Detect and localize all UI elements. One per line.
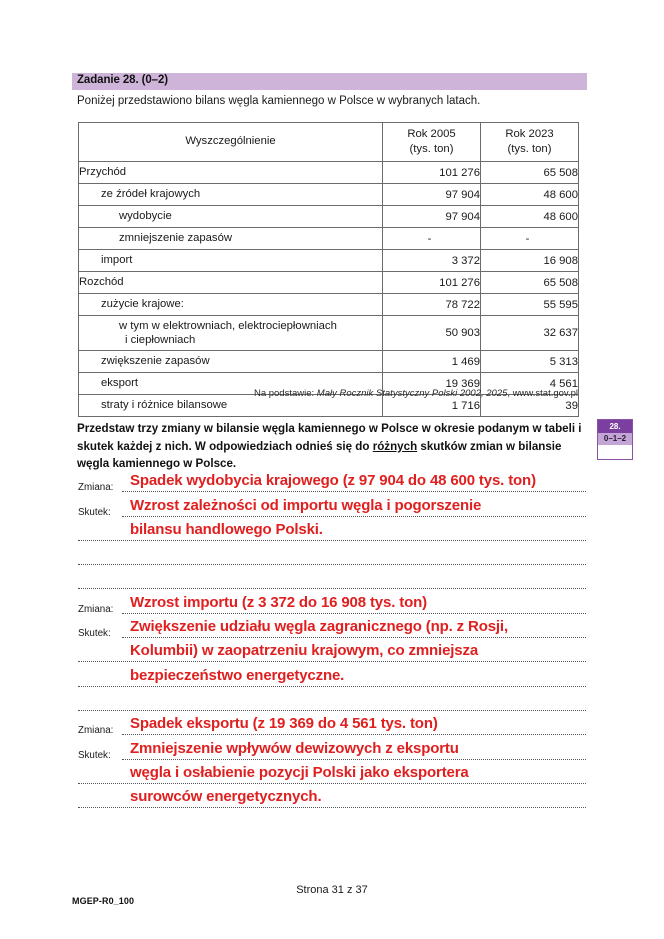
table-row bbox=[79, 206, 579, 228]
table-cell-label bbox=[79, 184, 383, 206]
table-cell-label bbox=[79, 162, 383, 184]
table-cell-value-2005: 3 372 bbox=[383, 250, 481, 272]
answer-dotted-rule bbox=[122, 491, 586, 492]
answer-dotted-rule bbox=[122, 516, 586, 517]
header-cell-year-2005 bbox=[383, 123, 481, 162]
task-intro-text: Poniżej przedstawiono bilans węgla kamiennego w Polsce w wybranych latach. bbox=[77, 95, 481, 107]
table-cell-label bbox=[79, 206, 383, 228]
scoring-box-empty-field[interactable] bbox=[598, 445, 632, 459]
footer-document-code: MGEP-R0_100 bbox=[72, 896, 135, 906]
table-cell-value-2023: - bbox=[481, 228, 579, 250]
table-cell-label-text: straty i różnice bilansowe bbox=[101, 399, 228, 412]
table-cell-label-text: Rozchód bbox=[79, 276, 124, 289]
source-suffix: , www.stat.gov.pl bbox=[507, 388, 578, 399]
table-cell-label-text: eksport bbox=[101, 377, 139, 390]
answer-line[interactable] bbox=[0, 689, 664, 713]
table-cell-value-2023: 32 637 bbox=[481, 316, 579, 351]
table-cell-value-2005: 1 469 bbox=[383, 351, 481, 373]
handwritten-answer-text: Spadek eksportu (z 19 369 do 4 561 tys. ton) bbox=[130, 715, 438, 733]
table-cell-label bbox=[79, 316, 383, 351]
header-cell-year-2023 bbox=[481, 123, 579, 162]
handwritten-answer-text: Wzrost zależności od importu węgla i pogorszenie bbox=[130, 496, 482, 514]
table-cell-value-2005: 101 276 bbox=[383, 162, 481, 184]
header-2005-line1: Rok 2005 bbox=[407, 127, 456, 140]
table-cell-label-text: w tym w elektrowniach, elektrociepłowniach bbox=[119, 319, 337, 332]
coal-balance-table bbox=[78, 122, 579, 417]
table-cell-label bbox=[79, 294, 383, 316]
table-cell-label-text: zwiększenie zapasów bbox=[101, 355, 210, 368]
coal-balance-table-wrapper bbox=[78, 122, 578, 417]
table-cell-value-2005: 1 716 bbox=[383, 395, 481, 417]
answer-line[interactable] bbox=[0, 591, 664, 615]
handwritten-answer-text: Zwiększenie udziału węgla zagranicznego (np. z Rosji, bbox=[130, 618, 508, 636]
answer-line[interactable] bbox=[0, 567, 664, 591]
answer-dotted-rule bbox=[78, 588, 586, 589]
answer-line[interactable] bbox=[0, 762, 664, 786]
answer-dotted-rule bbox=[78, 710, 586, 711]
answer-label-zmiana: Zmiana: bbox=[78, 725, 114, 737]
answer-dotted-rule bbox=[78, 686, 586, 687]
handwritten-answer-text: Wzrost importu (z 3 372 do 16 908 tys. ton) bbox=[130, 593, 427, 611]
handwritten-answer-text: surowców energetycznych. bbox=[130, 788, 322, 806]
answer-line[interactable] bbox=[0, 494, 664, 518]
table-body bbox=[79, 162, 579, 417]
scoring-box bbox=[597, 419, 633, 460]
table-cell-value-2023: 16 908 bbox=[481, 250, 579, 272]
task-header-band bbox=[72, 73, 587, 90]
handwritten-answer-text: Zmniejszenie wpływów dewizowych z eksportu bbox=[130, 739, 459, 757]
handwritten-answer-text: bilansu handlowego Polski. bbox=[130, 520, 323, 538]
answer-line[interactable] bbox=[0, 470, 664, 494]
answer-line[interactable] bbox=[0, 737, 664, 761]
header-cell-name bbox=[79, 123, 383, 162]
table-cell-label-text: wydobycie bbox=[119, 210, 172, 223]
answer-label-skutek: Skutek: bbox=[78, 749, 111, 761]
table-row bbox=[79, 294, 579, 316]
prompt-underlined-word: różnych bbox=[372, 439, 418, 453]
answer-label-skutek: Skutek: bbox=[78, 628, 111, 640]
prompt-part-1: Przedstaw trzy zmiany w bilansie węgla kamiennego w Polsce w okresie podanym w tabeli i skutek każdej z nich. W odpowiedziach odnieś się do bbox=[77, 422, 582, 453]
source-note bbox=[0, 388, 578, 399]
table-cell-value-2005: 78 722 bbox=[383, 294, 481, 316]
handwritten-answer-text: węgla i osłabienie pozycji Polski jako eksportera bbox=[130, 763, 469, 781]
scoring-box-task-number: 28. bbox=[598, 420, 632, 433]
answer-label-zmiana: Zmiana: bbox=[78, 482, 114, 494]
answer-line[interactable] bbox=[0, 543, 664, 567]
source-prefix: Na podstawie: bbox=[253, 388, 317, 399]
table-row bbox=[79, 228, 579, 250]
answer-dotted-rule bbox=[122, 613, 586, 614]
answer-line[interactable] bbox=[0, 519, 664, 543]
table-row bbox=[79, 250, 579, 272]
table-cell-label bbox=[79, 351, 383, 373]
table-row bbox=[79, 351, 579, 373]
table-cell-label-text: zużycie krajowe: bbox=[101, 298, 184, 311]
table-cell-value-2005: - bbox=[383, 228, 481, 250]
footer-page-number: Strona 31 z 37 bbox=[296, 884, 368, 896]
table-cell-value-2005: 50 903 bbox=[383, 316, 481, 351]
table-row bbox=[79, 316, 579, 351]
source-title: Mały Rocznik Statystyczny Polski 2002, 2025 bbox=[316, 388, 508, 399]
task-header-label: Zadanie 28. (0–2) bbox=[77, 74, 168, 86]
answer-line[interactable] bbox=[0, 640, 664, 664]
table-cell-value-2005: 101 276 bbox=[383, 272, 481, 294]
handwritten-answer-text: bezpieczeństwo energetyczne. bbox=[130, 666, 345, 684]
table-cell-label-text: zmniejszenie zapasów bbox=[119, 232, 233, 245]
answer-dotted-rule bbox=[78, 783, 586, 784]
table-cell-value-2023: 48 600 bbox=[481, 206, 579, 228]
handwritten-answer-text: Spadek wydobycia krajowego (z 97 904 do 48 600 tys. ton) bbox=[130, 472, 536, 490]
answer-dotted-rule bbox=[78, 564, 586, 565]
table-cell-value-2023: 55 595 bbox=[481, 294, 579, 316]
scoring-box-points: 0–1–2 bbox=[598, 433, 632, 445]
answer-dotted-rule bbox=[122, 759, 586, 760]
table-cell-label-text: Przychód bbox=[79, 166, 127, 179]
table-header-row bbox=[79, 123, 579, 162]
table-cell-value-2023: 48 600 bbox=[481, 184, 579, 206]
answer-label-skutek: Skutek: bbox=[78, 506, 111, 518]
task-prompt bbox=[77, 420, 582, 473]
table-cell-label-text-cont: i ciepłowniach bbox=[125, 334, 196, 346]
table-cell-label bbox=[79, 228, 383, 250]
answer-line[interactable] bbox=[0, 786, 664, 810]
table-cell-value-2023: 39 bbox=[481, 395, 579, 417]
answer-line[interactable] bbox=[0, 616, 664, 640]
answer-label-zmiana: Zmiana: bbox=[78, 603, 114, 615]
header-name-text: Wyszczególnienie bbox=[185, 135, 276, 148]
table-cell-label-text: import bbox=[101, 254, 133, 267]
table-cell-label bbox=[79, 250, 383, 272]
header-2023-line2: (tys. ton) bbox=[507, 143, 552, 155]
header-2005-line2: (tys. ton) bbox=[409, 143, 454, 155]
handwritten-answer-text: Kolumbii) w zaopatrzeniu krajowym, co zmniejsza bbox=[130, 642, 479, 660]
table-cell-value-2023: 65 508 bbox=[481, 272, 579, 294]
table-cell-value-2005: 19 369 bbox=[383, 373, 481, 395]
prompt-part-2: skutków zmian w bilansie węgla kamiennego w Polsce. bbox=[77, 439, 562, 471]
table-row bbox=[79, 184, 579, 206]
header-2023-line1: Rok 2023 bbox=[505, 127, 554, 140]
table-cell-value-2023: 4 561 bbox=[481, 373, 579, 395]
answer-dotted-rule bbox=[122, 734, 586, 735]
answer-dotted-rule bbox=[78, 807, 586, 808]
table-cell-value-2023: 65 508 bbox=[481, 162, 579, 184]
answer-line[interactable] bbox=[0, 664, 664, 688]
answer-line[interactable] bbox=[0, 713, 664, 737]
table-row bbox=[79, 272, 579, 294]
table-cell-value-2005: 97 904 bbox=[383, 206, 481, 228]
table-cell-label bbox=[79, 272, 383, 294]
answer-dotted-rule bbox=[78, 661, 586, 662]
table-cell-value-2005: 97 904 bbox=[383, 184, 481, 206]
answer-area bbox=[0, 470, 664, 810]
table-cell-value-2023: 5 313 bbox=[481, 351, 579, 373]
answer-dotted-rule bbox=[122, 637, 586, 638]
table-row bbox=[79, 162, 579, 184]
answer-dotted-rule bbox=[78, 540, 586, 541]
table-cell-label-text: ze źródeł krajowych bbox=[101, 188, 201, 201]
